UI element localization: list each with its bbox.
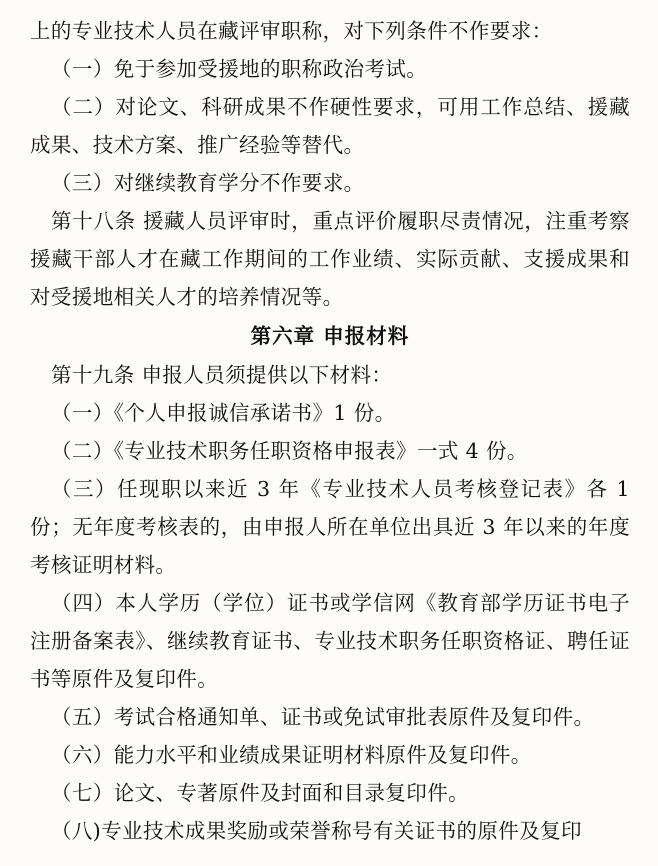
paragraph-article-nineteen: 第十九条 申报人员须提供以下材料： [51, 363, 393, 387]
paragraph-continued-top: 上的专业技术人员在藏评审职称，对下列条件不作要求： [30, 19, 553, 43]
paragraph-condition-item-2: （二）对论文、科研成果不作硬性要求，可用工作总结、援藏成果、技术方案、推广经验等替代。 [30, 95, 630, 157]
paragraph-material-item-8: （八)专业技术成果奖励或荣誉称号有关证书的原件及复印 [51, 819, 582, 843]
paragraph-material-item-4: （四）本人学历（学位）证书或学信网《教育部学历证书电子注册备案表》、继续教育证书、专业技术职务任职资格证、聘任证书等原件及复印件。 [30, 591, 630, 691]
paragraph-material-item-2: （二）《专业技术职务任职资格申报表》一式 4 份。 [51, 439, 528, 463]
chapter-heading-six: 第六章 申报材料 [250, 324, 410, 348]
paragraph-article-eighteen: 第十八条 援藏人员评审时，重点评价履职尽责情况，注重考察援藏干部人才在藏工作期间的工作业绩、实际贡献、支援成果和对受援地相关人才的培养情况等。 [30, 209, 630, 309]
paragraph-material-item-7: （七）论文、专著原件及封面和目录复印件。 [51, 781, 469, 805]
paragraph-material-item-6: （六）能力水平和业绩成果证明材料原件及复印件。 [51, 743, 532, 767]
paragraph-material-item-5: （五）考试合格通知单、证书或免试审批表原件及复印件。 [51, 705, 595, 729]
paragraph-material-item-3: （三）任现职以来近 3 年《专业技术人员考核登记表》各 1 份；无年度考核表的，由申报人所在单位出具近 3 年以来的年度考核证明材料。 [30, 477, 630, 577]
paragraph-material-item-1: （一）《个人申报诚信承诺书》1 份。 [51, 401, 396, 425]
paragraph-condition-item-3: （三）对继续教育学分不作要求。 [51, 171, 365, 195]
paragraph-condition-item-1: （一）免于参加受援地的职称政治考试。 [51, 57, 428, 81]
